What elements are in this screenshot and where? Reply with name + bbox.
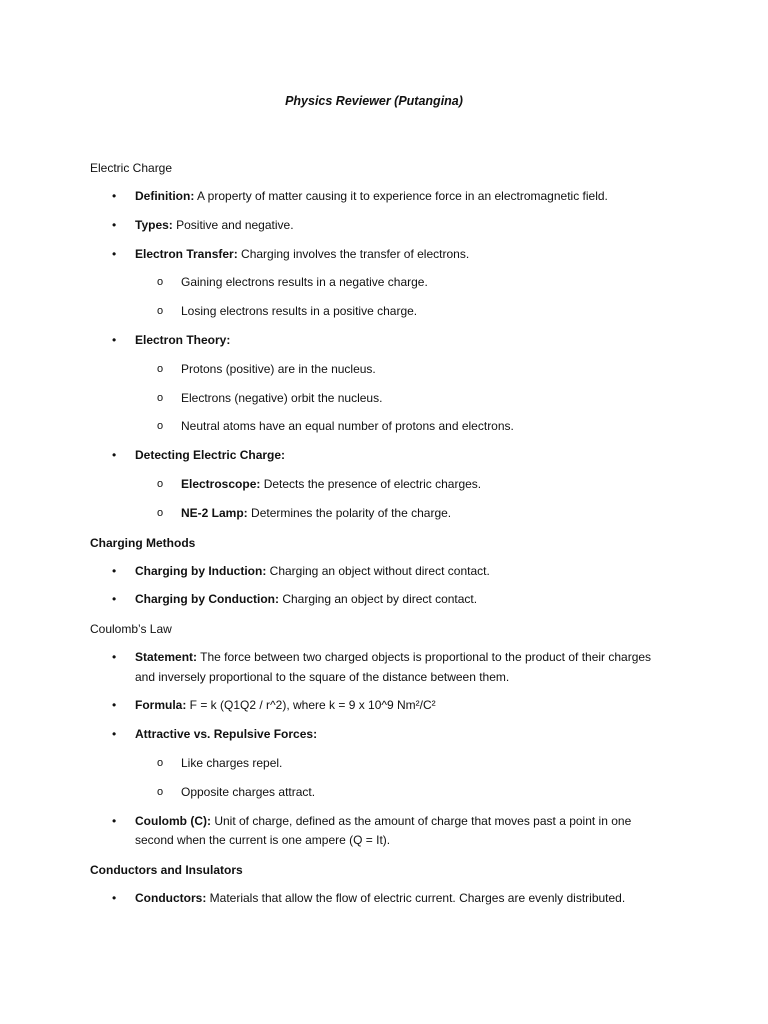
section-conductors-insulators	[90, 860, 658, 909]
item-label: Attractive vs. Repulsive Forces:	[135, 727, 318, 742]
list-item-forces	[90, 725, 658, 745]
list-item-detecting-charge	[90, 446, 658, 466]
list-item-definition	[90, 187, 658, 207]
item-text: Materials that allow the flow of electric current. Charges are evenly distributed.	[206, 890, 626, 905]
sub-item-losing-electrons	[90, 302, 658, 322]
coulombs-law-list	[90, 648, 658, 850]
bullet-glyph: •	[112, 217, 117, 232]
sub-bullet-glyph: o	[157, 506, 164, 519]
item-label: Coulomb (C):	[135, 813, 211, 828]
list-item-conduction	[90, 590, 658, 610]
sub-bullet-glyph: o	[157, 420, 164, 433]
section-heading-coulombs-law: Coulomb’s Law	[90, 622, 172, 637]
item-label: Definition:	[135, 189, 195, 203]
sub-item-ne2-lamp	[90, 504, 658, 524]
sub-bullet-glyph: o	[157, 757, 164, 770]
sub-item-text: Determines the polarity of the charge.	[247, 505, 452, 520]
bullet-glyph: •	[112, 890, 117, 905]
bullet-glyph: •	[112, 189, 117, 203]
section-heading-charging-methods: Charging Methods	[90, 535, 196, 550]
sub-item-text: Opposite charges attract.	[181, 784, 316, 799]
list-item-coulomb-unit	[90, 812, 658, 851]
electric-charge-list	[90, 187, 658, 523]
sub-item-text: Protons (positive) are in the nucleus.	[181, 361, 376, 376]
list-item-conductors	[90, 889, 658, 909]
item-label: Electron Transfer:	[135, 246, 238, 261]
charging-methods-list	[90, 562, 658, 610]
item-label: Statement:	[135, 650, 198, 665]
item-label: Detecting Electric Charge:	[135, 448, 286, 463]
list-item-formula	[90, 696, 658, 716]
item-text: F = k (Q1Q2 / r^2), where k = 9 x 10^9 Nm²/C²	[186, 698, 436, 713]
sub-item-label: Electroscope:	[181, 476, 261, 491]
section-coulombs-law	[90, 619, 658, 850]
sub-bullet-glyph: o	[157, 477, 164, 490]
sub-item-text: Losing electrons results in a positive charge.	[181, 304, 418, 319]
item-text: The force between two charged objects is proportional to the product of their charges and inversely proportional to the square of the distance between them.	[135, 650, 652, 684]
sub-item-text: Detects the presence of electric charges.	[260, 476, 482, 491]
sub-bullet-glyph: o	[157, 785, 164, 798]
sub-item-label: NE-2 Lamp:	[181, 505, 248, 520]
item-label: Formula:	[135, 698, 187, 713]
section-heading-electric-charge: Electric Charge	[90, 161, 173, 175]
sub-item-electroscope	[90, 475, 658, 495]
sub-item-text: Gaining electrons results in a negative charge.	[181, 275, 428, 290]
sub-item-text: Like charges repel.	[181, 756, 283, 771]
bullet-glyph: •	[112, 332, 117, 347]
sub-item-electrons	[90, 389, 658, 409]
bullet-glyph: •	[112, 592, 117, 607]
sub-item-neutral-atoms	[90, 417, 658, 437]
list-item-types	[90, 216, 658, 236]
section-electric-charge	[90, 158, 658, 523]
sub-item-like-charges	[90, 754, 658, 774]
item-text: Unit of charge, defined as the amount of charge that moves past a point in one second when the current is one ampere (Q = It).	[135, 813, 632, 848]
item-label: Conductors:	[135, 890, 207, 905]
item-text: Charging an object without direct contact.	[266, 563, 490, 578]
bullet-glyph: •	[112, 650, 117, 665]
item-text: A property of matter causing it to experience force in an electromagnetic field.	[194, 189, 608, 203]
sub-item-text: Electrons (negative) orbit the nucleus.	[181, 390, 383, 405]
list-item-electron-theory	[90, 331, 658, 351]
bullet-glyph: •	[112, 698, 117, 713]
item-label: Charging by Induction:	[135, 563, 267, 578]
bullet-glyph: •	[112, 246, 117, 261]
item-text: Charging an object by direct contact.	[278, 592, 478, 607]
item-label: Types:	[135, 217, 173, 232]
item-text: Charging involves the transfer of electrons.	[237, 246, 470, 261]
bullet-glyph: •	[112, 448, 117, 463]
sub-item-text: Neutral atoms have an equal number of protons and electrons.	[181, 419, 514, 434]
item-label: Electron Theory:	[135, 332, 231, 347]
sub-bullet-glyph: o	[157, 276, 164, 289]
document-title: Physics Reviewer (Putangina)	[285, 94, 463, 108]
sub-item-opposite-charges	[90, 783, 658, 803]
list-item-statement	[90, 648, 658, 687]
conductors-list	[90, 889, 658, 909]
sub-bullet-glyph: o	[157, 305, 164, 318]
bullet-glyph: •	[112, 813, 117, 828]
bullet-glyph: •	[112, 563, 117, 578]
item-label: Charging by Conduction:	[135, 592, 279, 607]
item-text: Positive and negative.	[172, 217, 294, 232]
list-item-electron-transfer	[90, 245, 658, 265]
sub-item-gaining-electrons	[90, 273, 658, 293]
section-heading-conductors: Conductors and Insulators	[90, 862, 243, 877]
sub-item-protons	[90, 360, 658, 380]
sub-bullet-glyph: o	[157, 362, 164, 375]
section-charging-methods	[90, 533, 658, 610]
bullet-glyph: •	[112, 727, 117, 742]
sub-bullet-glyph: o	[157, 391, 164, 404]
list-item-induction	[90, 562, 658, 582]
